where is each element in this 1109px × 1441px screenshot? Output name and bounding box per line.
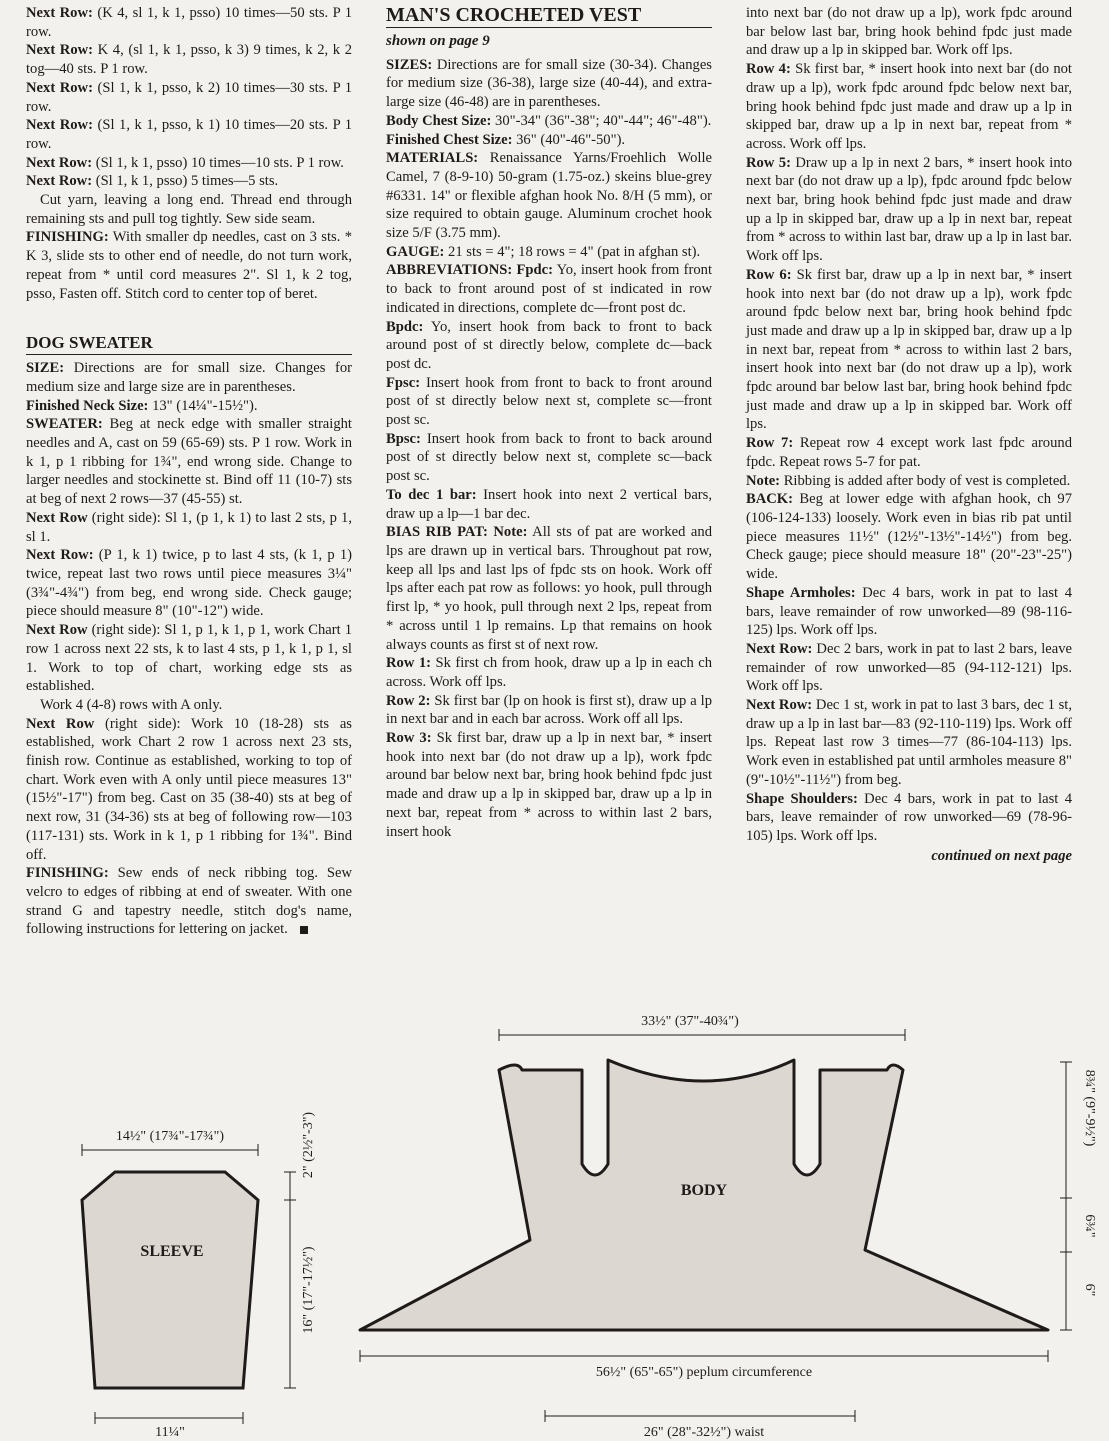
run-in-heading: BACK: — [746, 491, 794, 508]
run-in-heading: Note: — [746, 472, 781, 489]
run-in-heading: Next Row — [26, 622, 88, 639]
run-in-heading: Row 3: — [386, 730, 432, 747]
paragraph-text: Dec 1 st, work in pat to last 3 bars, dec 1 st, draw up a lp in last bar—83 (92-110-119) lps. Work off lps. Repeat last row 3 times—77 (86-104-113) lps. Work even in established pat until armholes measure 8" (9"-10½"-11½") from beg. — [746, 697, 1072, 788]
run-in-heading: Finished Chest Size: — [386, 131, 513, 148]
run-in-heading: Next Row: — [26, 79, 93, 96]
run-in-heading: Next Row: — [26, 154, 93, 171]
run-in-heading: FINISHING: — [26, 865, 109, 882]
sleeve-cap-height: 2" (2½"-3") — [301, 1111, 316, 1179]
run-in-heading: To dec 1 bar: — [386, 486, 477, 503]
paragraph-text: Draw up a lp in next 2 bars, * insert hook into next bar (do not draw up a lp), fpdc around fpdc below next bar, bring hook behind fpdc just made and draw up a lp in skipped bar, draw up a lp in next bar, repeat from * across to within last bar, draw up a lp in last bar. Work off lps. — [746, 154, 1072, 265]
body-top-width: 33½" (37"-40¾") — [641, 1014, 739, 1029]
paragraph-text: (Sl 1, k 1, psso) 10 times—10 sts. P 1 row. — [92, 154, 344, 171]
paragraph-text: (Sl 1, k 1, psso, k 1) 10 times—20 sts. P 1 row. — [26, 117, 352, 152]
paragraph-text: (K 4, sl 1, k 1, psso) 10 times—50 sts. P 1 row. — [26, 5, 352, 40]
run-in-heading: Fpsc: — [386, 374, 421, 391]
run-in-heading: Row 6: — [746, 266, 792, 283]
height-bottom: 6" — [1082, 1283, 1097, 1297]
paragraph-text: (Sl 1, k 1, psso) 5 times—5 sts. — [92, 173, 279, 190]
paragraph-text: Directions are for small size (30-34). Changes for medium size (36-38), large size (40-44), and extra-large size (46-48) are in parentheses. — [386, 56, 712, 111]
paragraph-text: into next bar (do not draw up a lp), work fpdc around bar below last bar, bring hook behind fpdc just made and draw up a lp in skipped bar. Work off lps. — [746, 5, 1072, 59]
run-in-heading: SIZES: — [386, 56, 433, 73]
paragraph-text: Insert hook from front to back to front around post of st directly below next st, complete sc—front post sc. — [386, 374, 712, 429]
continued-note: continued on next page — [931, 847, 1072, 864]
run-in-heading: Row 2: — [386, 692, 431, 709]
sleeve-top-width: 14½" (17¾"-17¾") — [115, 1129, 225, 1144]
run-in-heading: BIAS RIB PAT: Note: — [386, 524, 528, 541]
paragraph-text: (right side): Sl 1, (p 1, k 1) to last 2 sts, p 1, sl 1. — [26, 509, 352, 545]
paragraph-text: Sk first bar, draw up a lp in next bar, * insert hook into next bar (do not draw up a lp), work fpdc around fpdc below next bar, bring hook behind fpdc just made and draw up a lp in skipped bar, draw up a lp in next bar, repeat from * across to within last 2 bars, insert hook into next bar (do not draw up a lp), work fpdc around bar below last bar, bring hook behind fpdc just made and draw up a lp in skipped bar. Work off lps. — [746, 266, 1072, 433]
paragraph-text: 21 sts = 4"; 18 rows = 4" (pat in afghan st). — [444, 243, 701, 260]
run-in-heading: ABBREVIATIONS: Fpdc: — [386, 262, 553, 279]
run-in-heading: Row 4: — [746, 61, 791, 78]
run-in-heading: Row 1: — [386, 655, 432, 672]
paragraph-text: Beg at lower edge with afghan hook, ch 97 (106-124-133) loosely. Work even in bias rib pat until piece measures 11½" (12½"-13½"-14½") from beg. Check gauge; piece should measure 18" (20"-23"-25") wide. — [746, 491, 1072, 583]
run-in-heading: Row 7: — [746, 435, 794, 452]
paragraph-text: Yo, insert hook from back to front to back around post of st directly below, complete dc—back post dc. — [386, 318, 712, 372]
paragraph-text: Sk first ch from hook, draw up a lp in each ch across. Work off lps. — [386, 655, 712, 690]
run-in-heading: Next Row — [26, 715, 95, 732]
run-in-heading: Next Row: — [26, 42, 94, 59]
run-in-heading: Bpsc: — [386, 430, 421, 447]
paragraph-text: 36" (40"-46"-50"). — [512, 131, 626, 148]
run-in-heading: Row 5: — [746, 154, 791, 171]
vest-title: MAN'S CROCHETED VEST — [386, 4, 712, 28]
sleeve-label: SLEEVE — [140, 1243, 204, 1260]
height-middle: 6¾" — [1082, 1214, 1097, 1238]
peplum-circumference: 56½" (65"-65") peplum circumference — [595, 1365, 813, 1380]
run-in-heading: Shape Shoulders: — [746, 790, 858, 807]
run-in-heading: Next Row: — [26, 547, 94, 564]
run-in-heading: Next Row: — [746, 697, 813, 714]
paragraph-text: Directions are for small size. Changes for medium size and large size are in parentheses. — [26, 360, 352, 395]
dog-sweater-title: DOG SWEATER — [26, 333, 352, 355]
sleeve-bottom-width: 11¼" — [155, 1425, 185, 1440]
run-in-heading: Next Row — [26, 509, 88, 526]
paragraph-text: Insert hook into next 2 vertical bars, draw up a lp—1 bar dec. — [386, 486, 712, 522]
paragraph-text: Repeat row 4 except work last fpdc around fpdc. Repeat rows 5-7 for pat. — [746, 435, 1072, 470]
paragraph-text: Sk first bar, draw up a lp in next bar, * insert hook into next bar (do not draw up a lp), work fpdc around bar below next bar, bring hook behind fpdc just made and draw up a lp in skipped bar, draw up a lp in next bar, repeat from * across to within last 2 bars, insert hook — [386, 730, 712, 840]
run-in-heading: FINISHING: — [26, 229, 109, 246]
paragraph-text: (right side): Work 10 (18-28) sts as established, work Chart 2 row 1 across next 23 sts, finish row. Continue as established, working to top of chart. Work even with A only until piece measures 13" (15½"-17") from beg. Cast on 35 (38-40) sts at beg of next row, 31 (34-36) sts at beg of following row—103 (117-131) sts. Work in k 1, p 1 ribbing for 1¾". Bind off. — [26, 715, 352, 863]
paragraph-text: Sew ends of neck ribbing tog. Sew velcro to edges of ribbing at end of sweater. With one strand G and tapestry needle, stitch dog's name, following instructions for lettering on jacket. — [26, 865, 352, 938]
body-diagram — [360, 1014, 1097, 1440]
paragraph-text: All sts of pat are worked and lps are drawn up in vertical bars. Throughout pat row, keep all lps and last lps of fpdc sts on hook. Work off lps after each pat row as follows: yo hook, pull through first lp, * yo hook, pull through next 2 lps, repeat from * across until 1 lp remains. Lp that remains on hook always counts as first st of next row. — [386, 524, 713, 653]
sleeve-shape — [82, 1172, 258, 1388]
run-in-heading: Bpdc: — [386, 318, 424, 335]
paragraph-text: Yo, insert hook from front to back to front around post of st indicated in row indicated in directions, complete dc—front post dc. — [386, 262, 712, 316]
paragraph-text: Dec 4 bars, work in pat to last 4 bars, leave remainder of row unworked—69 (78-96-105) lps. Work off lps. — [746, 790, 1072, 844]
run-in-heading: Next Row: — [26, 5, 93, 21]
run-in-heading: SWEATER: — [26, 416, 103, 433]
run-in-heading: Next Row: — [26, 173, 93, 190]
sleeve-diagram — [82, 1112, 316, 1440]
run-in-heading: MATERIALS: — [386, 150, 479, 167]
paragraph-text: Sk first bar, * insert hook into next bar (do not draw up a lp), work fpdc around fpdc below next bar, bring hook behind fpdc just made and draw up a lp in skipped bar, draw up a lp in next bar, repeat from * across. Work off lps. — [746, 61, 1072, 152]
paragraph-text: Dec 4 bars, work in pat to last 4 bars, leave remainder of row unworked—89 (98-116-125) lps. Work off lps. — [746, 584, 1072, 639]
body-label: BODY — [680, 1182, 728, 1199]
paragraph-text: With smaller dp needles, cast on 3 sts. * K 3, slide sts to other end of needle, do not turn work, repeat from * until cord measures 2". Sl 1, k 2 tog, psso, Fasten off. Stitch cord to center top of beret. — [26, 229, 352, 302]
paragraph-text: 30"-34" (36"-38"; 40"-44"; 46"-48"). — [491, 112, 712, 129]
paragraph-text: Cut yarn, leaving a long end. Thread end through remaining sts and pull tog tightly. Sew side seam. — [26, 192, 352, 227]
run-in-heading: Next Row: — [746, 640, 813, 657]
run-in-heading: SIZE: — [26, 360, 65, 377]
run-in-heading: Next Row: — [26, 117, 93, 134]
run-in-heading: Body Chest Size: — [386, 112, 492, 129]
paragraph-text: Renaissance Yarns/Froehlich Wolle Camel, 7 (8-9-10) 50-gram (1.75-oz.) skeins blue-grey #6331. 14" or flexible afghan hook No. 8/H (5 mm), or size required to obtain gauge. Aluminum crochet hook size 5/F (3.75 mm). — [386, 150, 712, 242]
paragraph-text: (P 1, k 1) twice, p to last 4 sts, (k 1, p 1) twice, repeat last two rows until piece measures 3¼" (3¾"-4¾") from beg, end wrong side. Check gauge; piece should measure 8" (10"-12") wide. — [26, 547, 352, 620]
vest-subtitle: shown on page 9 — [386, 33, 490, 49]
paragraph-text: Insert hook from back to front to back around post of st directly below next st, complete sc—back post sc. — [386, 430, 712, 485]
paragraph-text: Ribbing is added after body of vest is completed. — [780, 472, 1071, 489]
height-top: 8¾" (9"-9½") — [1082, 1069, 1097, 1147]
run-in-heading: Shape Armholes: — [746, 584, 856, 601]
paragraph-text: K 4, (sl 1, k 1, psso, k 3) 9 times, k 2, k 2 tog—40 sts. P 1 row. — [26, 42, 352, 78]
run-in-heading: GAUGE: — [386, 243, 445, 260]
paragraph-text: (right side): Sl 1, p 1, k 1, p 1, work Chart 1 row 1 across next 22 sts, k to last 4 sts, p 1, k 1, p 1, sl 1. Work to top of chart, working edge sts as established. — [26, 622, 352, 695]
waist-measurement: 26" (28"-32½") waist — [643, 1425, 765, 1440]
sleeve-length: 16" (17"-17½") — [301, 1246, 316, 1334]
paragraph-text: Work 4 (4-8) rows with A only. — [40, 696, 223, 713]
paragraph-text: Dec 2 bars, work in pat to last 2 bars, leave remainder of row unworked—85 (94-112-121) lps. Work off lps. — [746, 640, 1073, 695]
paragraph-text: Sk first bar (lp on hook is first st), draw up a lp in next bar and in each bar across. Work off all lps. — [386, 692, 712, 728]
paragraph-text: 13" (14¼"-15½"). — [148, 397, 258, 414]
run-in-heading: Finished Neck Size: — [26, 397, 149, 414]
paragraph-text: (Sl 1, k 1, psso, k 2) 10 times—30 sts. P 1 row. — [26, 79, 352, 115]
paragraph-text: Beg at neck edge with smaller straight needles and A, cast on 59 (65-69) sts. P 1 row. Work in k 1, p 1 ribbing for 1¾", end wrong side. Change to larger needles and stockinette st. Bind off 11 (10-7) sts at beg of next 2 rows—37 (45-55) st. — [26, 416, 352, 508]
